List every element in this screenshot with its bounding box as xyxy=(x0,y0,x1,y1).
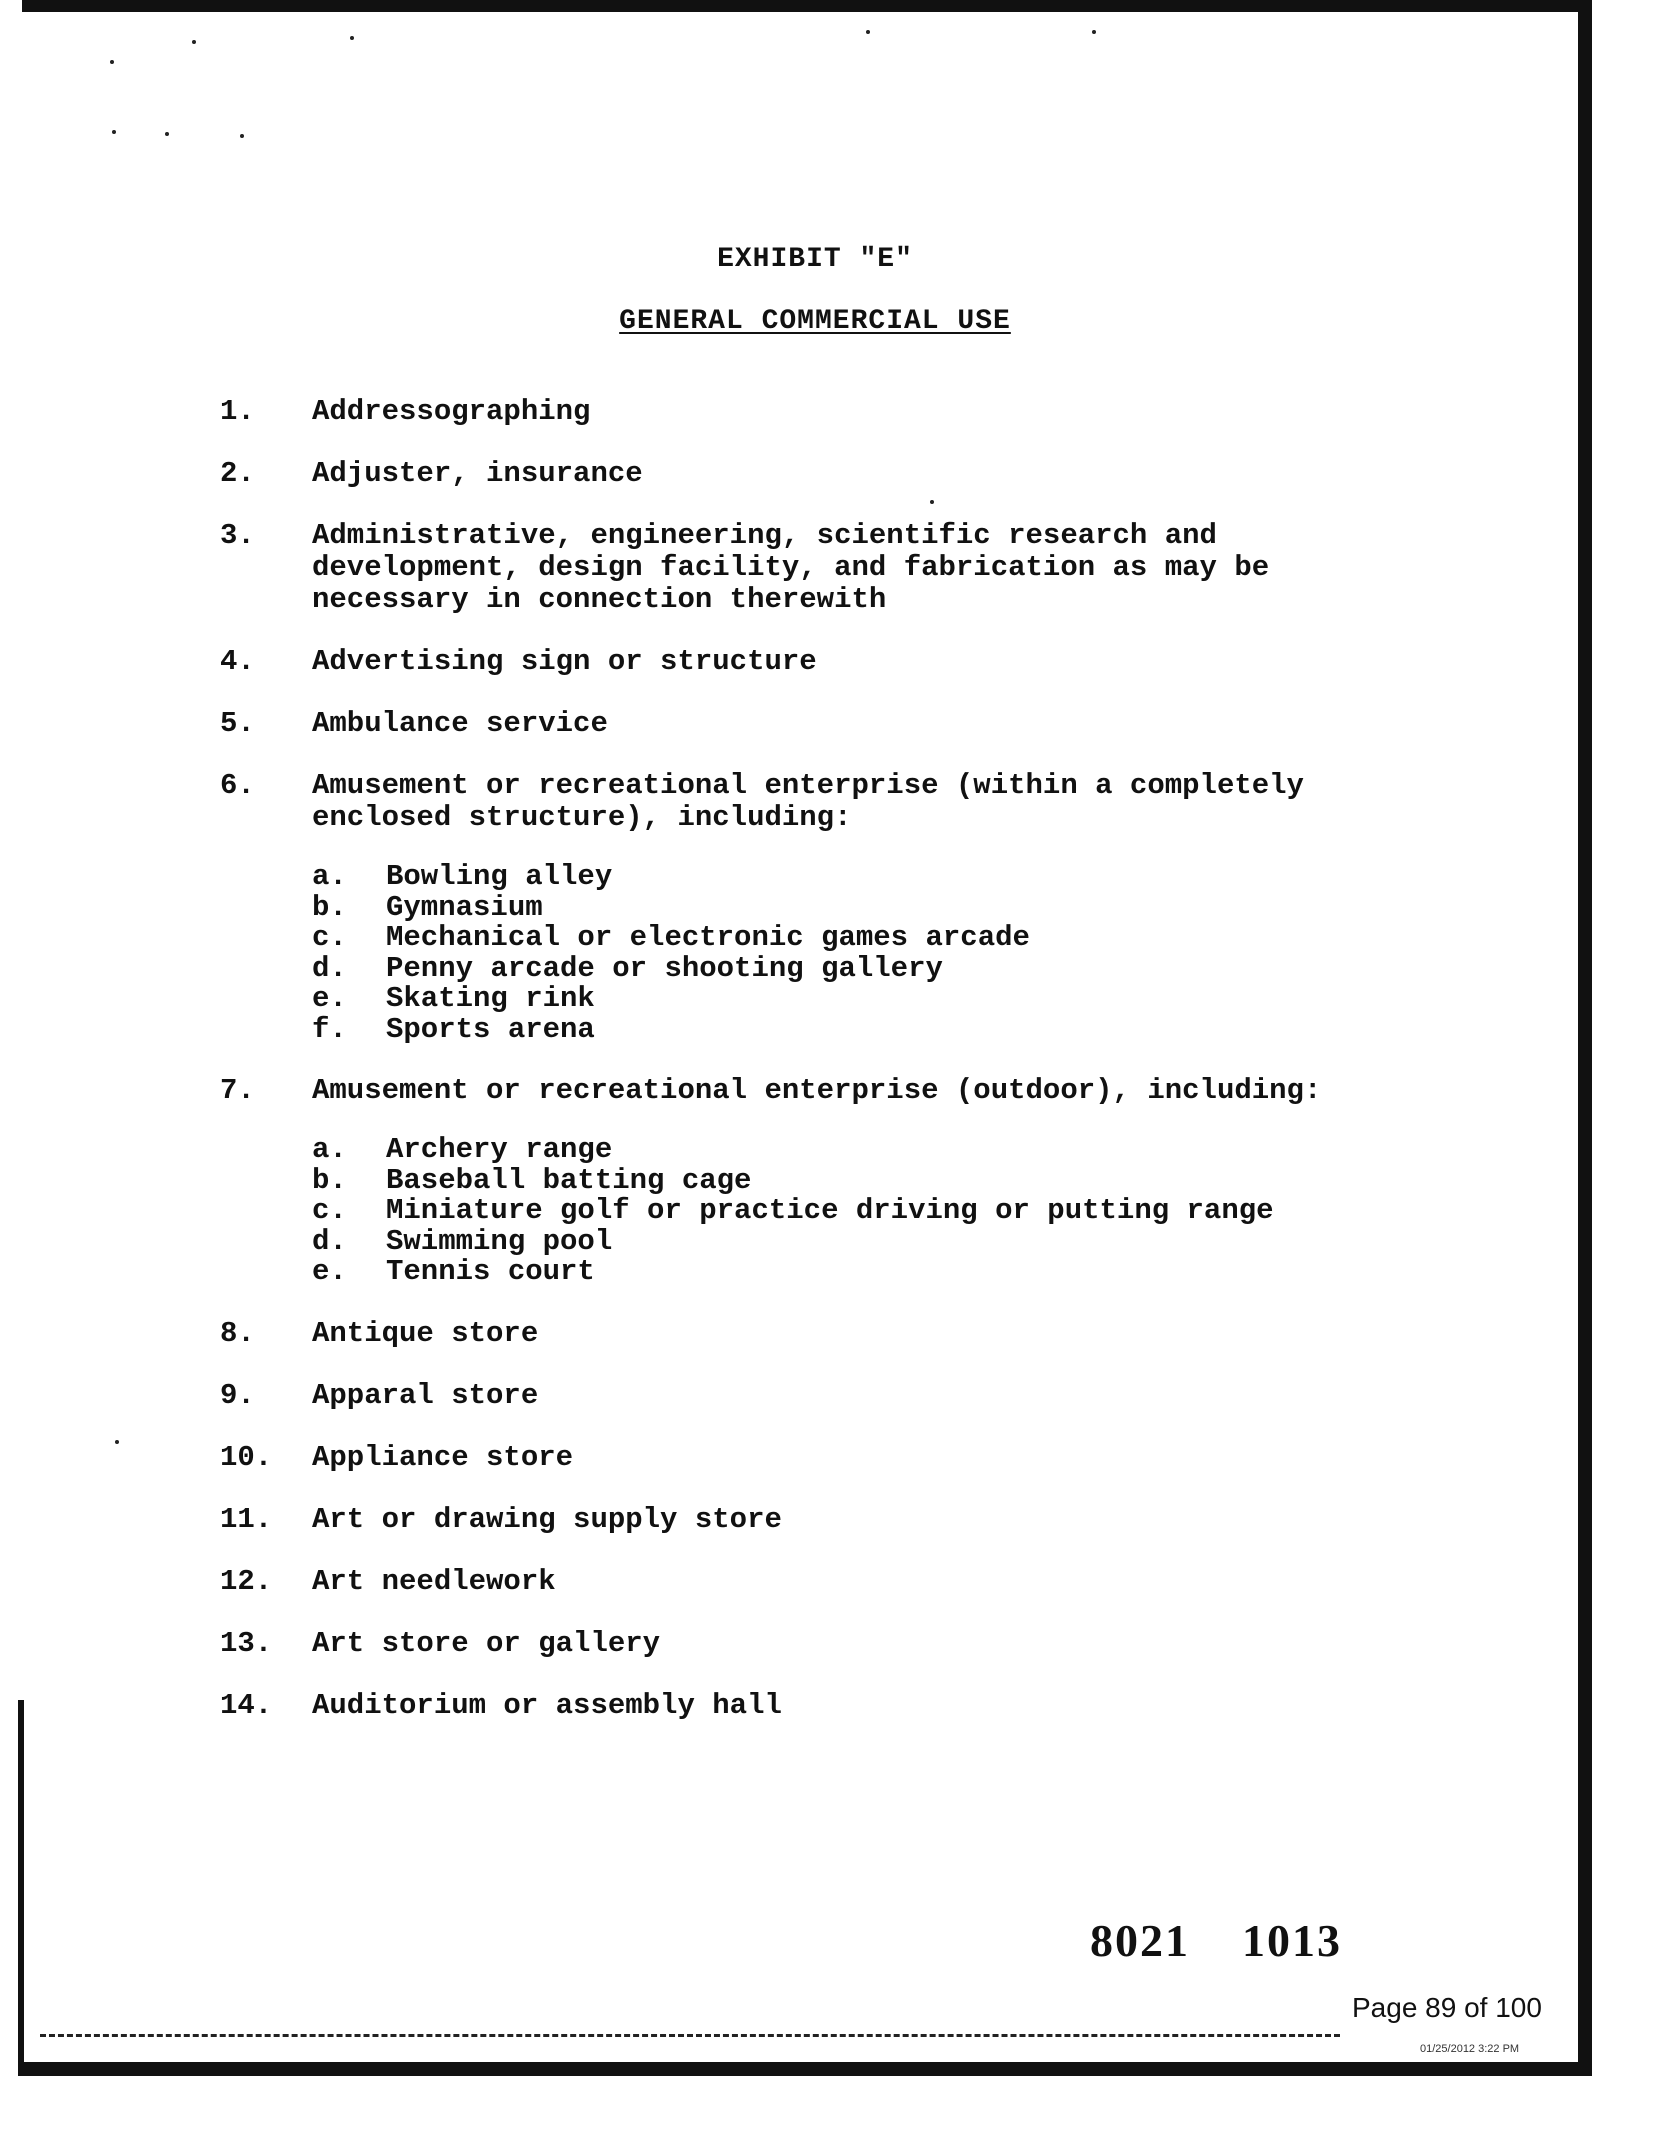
sub-item-letter: c. xyxy=(312,1194,347,1227)
item-body xyxy=(312,520,1412,616)
sub-list-item xyxy=(312,890,1412,924)
list-item xyxy=(220,708,1420,740)
item-number: 11. xyxy=(220,1502,273,1536)
item-body xyxy=(312,1318,1412,1350)
list-item xyxy=(220,770,1420,1045)
item-number: 2. xyxy=(220,457,255,490)
document-number xyxy=(1090,1914,1342,1967)
sub-item-text: Miniature golf or practice driving or putting range xyxy=(386,1194,1274,1227)
item-body xyxy=(312,646,1412,678)
list-item xyxy=(220,1318,1420,1350)
sub-list-item xyxy=(312,923,1412,954)
item-number: 3. xyxy=(220,519,255,552)
sub-item-text: Penny arcade or shooting gallery xyxy=(386,951,943,985)
item-number: 6. xyxy=(220,769,255,802)
item-text: Amusement or recreational enterprise (within a completely enclosed structure), including: xyxy=(312,769,1304,834)
item-body xyxy=(312,458,1412,490)
sub-item-text: Gymnasium xyxy=(386,890,543,924)
item-body xyxy=(312,1690,1412,1722)
item-text: Administrative, engineering, scientific research and development, design facility, and fabrication as may be necessary in connection therewith xyxy=(312,519,1270,616)
item-body xyxy=(312,1628,1412,1660)
item-body xyxy=(312,396,1412,428)
item-body xyxy=(312,770,1412,1045)
sub-item-text: Swimming pool xyxy=(386,1224,613,1258)
list-item xyxy=(220,520,1420,616)
item-body xyxy=(312,1566,1412,1598)
sub-item-text: Baseball batting cage xyxy=(386,1163,752,1197)
list-item xyxy=(220,1690,1420,1722)
item-text: Auditorium or assembly hall xyxy=(312,1688,782,1722)
list-item xyxy=(220,1442,1420,1474)
sub-list-item xyxy=(312,862,1412,893)
item-text: Ambulance service xyxy=(312,707,608,740)
sub-list-item xyxy=(312,1257,1412,1288)
document-number-part: 8021 xyxy=(1090,1915,1190,1966)
scan-dashed-line xyxy=(40,2034,1340,2037)
sub-item-text: Sports arena xyxy=(386,1012,595,1046)
list-item xyxy=(220,458,1420,490)
sub-list xyxy=(312,862,1412,1045)
item-number: 1. xyxy=(220,395,255,428)
sub-list-item xyxy=(312,984,1412,1015)
item-text: Amusement or recreational enterprise (outdoor), including: xyxy=(312,1074,1322,1107)
item-text: Antique store xyxy=(312,1316,539,1350)
item-text: Art store or gallery xyxy=(312,1626,661,1660)
use-list xyxy=(220,396,1420,1752)
sub-item-letter: c. xyxy=(312,921,347,954)
page-border-left xyxy=(18,1700,24,2076)
item-text: Advertising sign or structure xyxy=(312,645,817,678)
sub-item-letter: f. xyxy=(312,1012,347,1046)
item-text: Appliance store xyxy=(312,1440,574,1474)
item-number: 13. xyxy=(220,1626,273,1660)
item-text: Addressographing xyxy=(312,395,591,428)
list-item xyxy=(220,1566,1420,1598)
list-item xyxy=(220,646,1420,678)
print-timestamp: 01/25/2012 3:22 PM xyxy=(1420,2043,1520,2055)
item-text: Art needlework xyxy=(312,1564,556,1598)
sub-list-item xyxy=(312,1012,1412,1046)
sub-item-text: Skating rink xyxy=(386,982,595,1015)
list-item xyxy=(220,1628,1420,1660)
sub-item-letter: b. xyxy=(312,890,347,924)
sub-item-text: Mechanical or electronic games arcade xyxy=(386,921,1030,954)
item-number: 5. xyxy=(220,707,255,740)
sub-list-item xyxy=(312,951,1412,985)
page-border-top xyxy=(22,0,1590,12)
sub-item-letter: e. xyxy=(312,1255,347,1288)
sub-item-letter: b. xyxy=(312,1163,347,1197)
item-number: 8. xyxy=(220,1316,255,1350)
sub-list-item xyxy=(312,1196,1412,1227)
list-item xyxy=(220,1075,1420,1288)
sub-item-text: Archery range xyxy=(386,1133,613,1166)
sub-item-letter: e. xyxy=(312,982,347,1015)
item-number: 7. xyxy=(220,1074,255,1107)
item-body xyxy=(312,1380,1412,1412)
item-number: 14. xyxy=(220,1688,273,1722)
item-text: Art or drawing supply store xyxy=(312,1502,782,1536)
item-number: 4. xyxy=(220,645,255,678)
sub-list-item xyxy=(312,1135,1412,1166)
item-text: Adjuster, insurance xyxy=(312,457,643,490)
exhibit-title: EXHIBIT "E" xyxy=(717,244,913,275)
sub-item-text: Bowling alley xyxy=(386,860,613,893)
item-body xyxy=(312,1075,1412,1288)
sub-item-letter: d. xyxy=(312,951,347,985)
section-subtitle: GENERAL COMMERCIAL USE xyxy=(619,306,1011,337)
list-item xyxy=(220,1504,1420,1536)
list-item xyxy=(220,1380,1420,1412)
list-item xyxy=(220,396,1420,428)
sub-item-letter: d. xyxy=(312,1224,347,1258)
item-number: 10. xyxy=(220,1440,273,1474)
item-body xyxy=(312,1504,1412,1536)
sub-list-item xyxy=(312,1163,1412,1197)
item-number: 12. xyxy=(220,1564,273,1598)
page-border-bottom xyxy=(22,2062,1592,2076)
sub-item-letter: a. xyxy=(312,1133,347,1166)
page-number: Page 89 of 100 xyxy=(1352,1992,1542,2023)
sub-list-item xyxy=(312,1224,1412,1258)
item-body xyxy=(312,708,1412,740)
sub-item-letter: a. xyxy=(312,860,347,893)
sub-list xyxy=(312,1135,1412,1288)
sub-item-text: Tennis court xyxy=(386,1255,595,1288)
item-body xyxy=(312,1442,1412,1474)
item-number: 9. xyxy=(220,1378,255,1412)
item-text: Apparal store xyxy=(312,1378,539,1412)
document-number-part: 1013 xyxy=(1242,1915,1342,1966)
